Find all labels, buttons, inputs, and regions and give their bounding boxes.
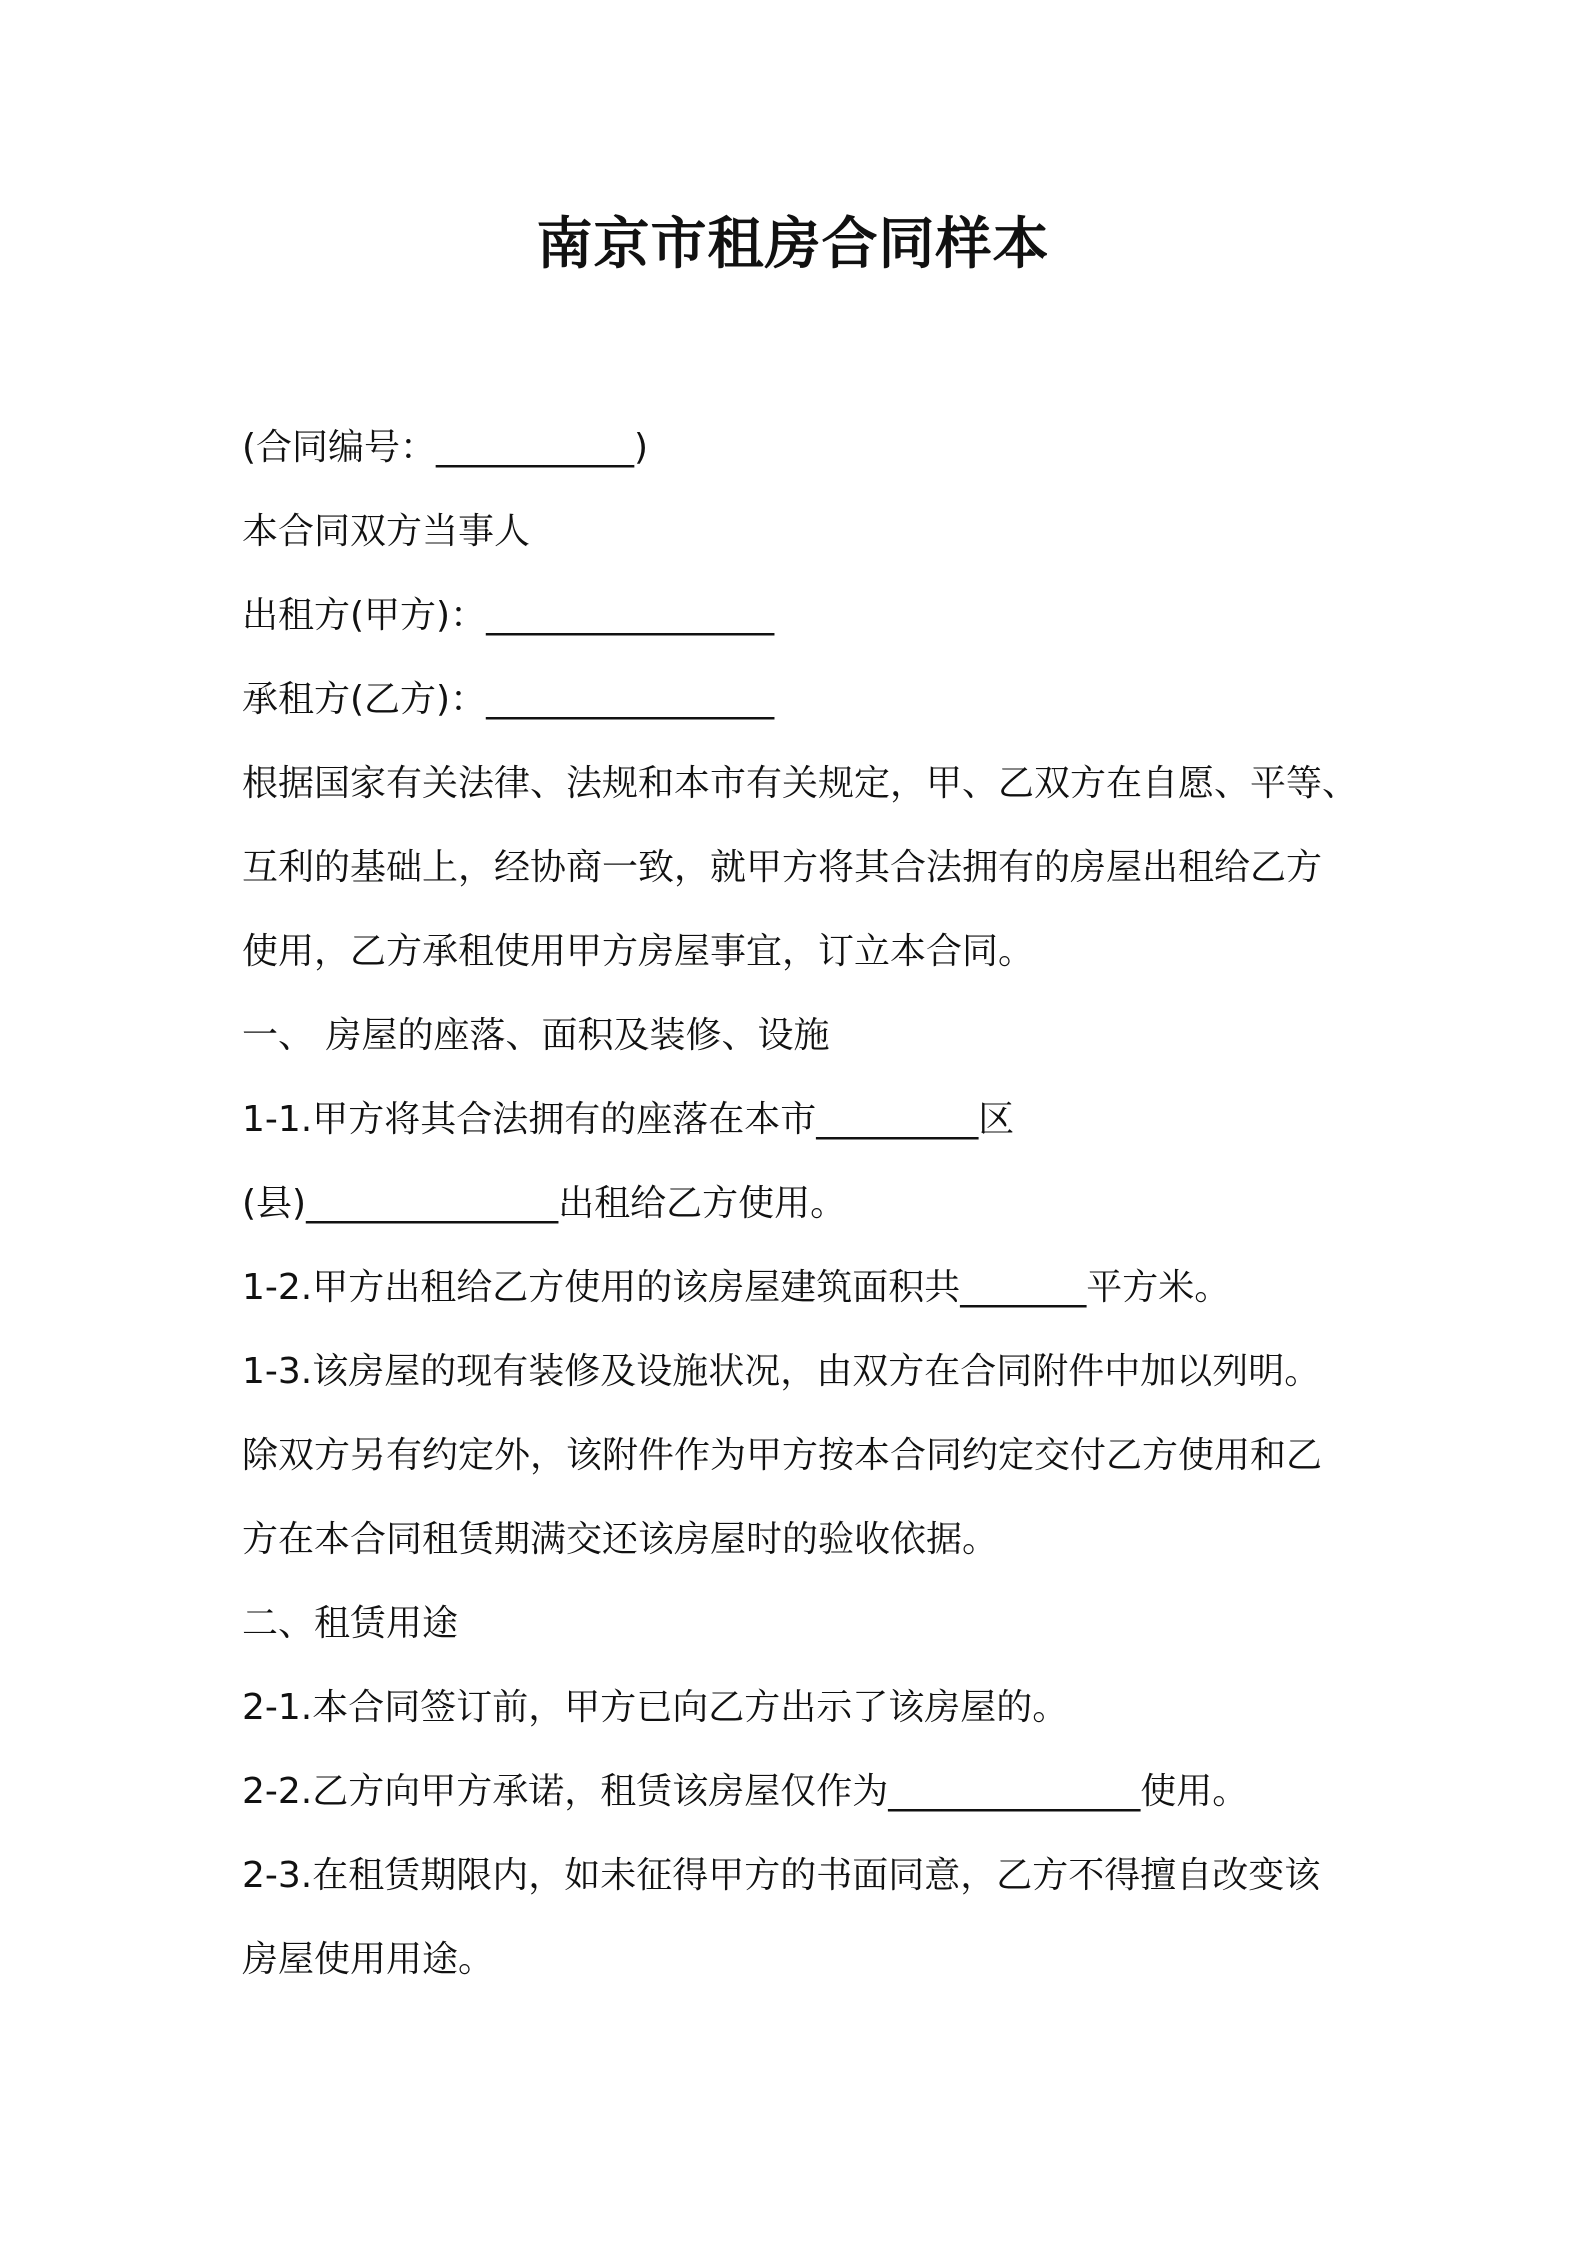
clause-1-2: 1-2.甲方出租给乙方使用的该房屋建筑面积共_______平方米。 xyxy=(242,1267,1231,1308)
document-title: 南京市租房合同样本 xyxy=(536,212,1050,277)
parties-heading: 本合同双方当事人 xyxy=(242,511,531,552)
preamble-line-1: 根据国家有关法律、法规和本市有关规定，甲、乙双方在自愿、平等、 xyxy=(242,763,1359,804)
clause-2-3-line-2: 房屋使用用途。 xyxy=(242,1939,495,1980)
preamble-line-2: 互利的基础上，经协商一致，就甲方将其合法拥有的房屋出租给乙方 xyxy=(242,847,1323,888)
preamble-line-3: 使用，乙方承租使用甲方房屋事宜，订立本合同。 xyxy=(242,931,1035,972)
clause-1-3-line-1: 1-3.该房屋的现有装修及设施状况，由双方在合同附件中加以列明。 xyxy=(242,1351,1321,1392)
clause-1-1-line-2: (县)______________出租给乙方使用。 xyxy=(242,1183,847,1224)
clause-2-1: 2-1.本合同签订前，甲方已向乙方出示了该房屋的。 xyxy=(242,1687,1069,1728)
clause-1-3-line-2: 除双方另有约定外，该附件作为甲方按本合同约定交付乙方使用和乙 xyxy=(242,1435,1323,1476)
clause-1-3-line-3: 方在本合同租赁期满交还该房屋时的验收依据。 xyxy=(242,1519,999,1560)
clause-2-3-line-1: 2-3.在租赁期限内，如未征得甲方的书面同意，乙方不得擅自改变该 xyxy=(242,1855,1321,1896)
lessee-line: 承租方(乙方)：________________ xyxy=(242,679,775,720)
contract-number-line: (合同编号：___________) xyxy=(242,427,649,468)
section-1-heading: 一、 房屋的座落、面积及装修、设施 xyxy=(242,1015,830,1056)
lessor-line: 出租方(甲方)：________________ xyxy=(242,595,775,636)
clause-1-1-line-1: 1-1.甲方将其合法拥有的座落在本市_________区 xyxy=(242,1099,1015,1140)
document-body xyxy=(242,406,1362,2002)
section-2-heading: 二、租赁用途 xyxy=(242,1603,459,1644)
clause-2-2: 2-2.乙方向甲方承诺，租赁该房屋仅作为______________使用。 xyxy=(242,1771,1249,1812)
